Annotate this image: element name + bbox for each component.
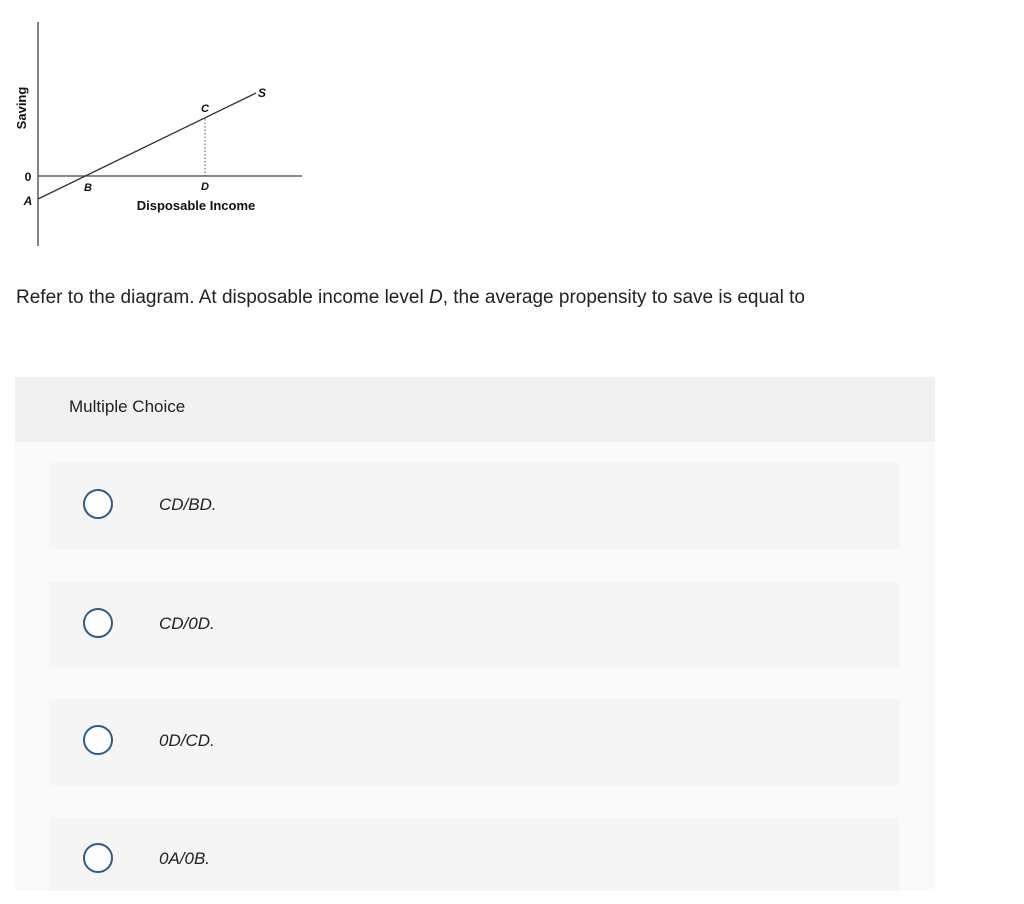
question-prefix: Refer to the diagram. At disposable income level <box>16 287 429 308</box>
choice-label: 0A/0B. <box>159 849 211 868</box>
choice-label: 0D/CD. <box>159 731 215 750</box>
point-b-label: B <box>84 182 92 194</box>
choice-label: CD/0D. <box>159 614 215 633</box>
radio-button-icon[interactable] <box>83 843 113 873</box>
multiple-choice-panel <box>15 377 935 891</box>
choice-option-2[interactable] <box>49 582 899 668</box>
radio-button-icon[interactable] <box>83 608 113 638</box>
radio-button-icon[interactable] <box>83 725 113 755</box>
saving-line <box>38 93 256 199</box>
x-axis-label: Disposable Income <box>136 198 256 213</box>
saving-diagram <box>0 0 320 260</box>
point-a-label: A <box>23 194 33 208</box>
question-emphasis: D <box>428 287 443 308</box>
y-axis-label: Saving <box>14 86 29 130</box>
choice-option-4[interactable] <box>49 817 899 891</box>
point-c-label: C <box>201 103 209 115</box>
question-text <box>16 285 805 311</box>
origin-label: 0 <box>24 170 32 184</box>
saving-line-label: S <box>258 86 267 100</box>
question-suffix: , the average propensity to save is equal to <box>442 287 805 308</box>
panel-header <box>15 377 935 442</box>
choice-option-1[interactable] <box>49 463 899 549</box>
choice-option-3[interactable] <box>49 699 899 785</box>
panel-title: Multiple Choice <box>69 397 186 416</box>
radio-button-icon[interactable] <box>83 489 113 519</box>
choice-label: CD/BD. <box>159 495 217 514</box>
point-d-label: D <box>201 181 209 193</box>
